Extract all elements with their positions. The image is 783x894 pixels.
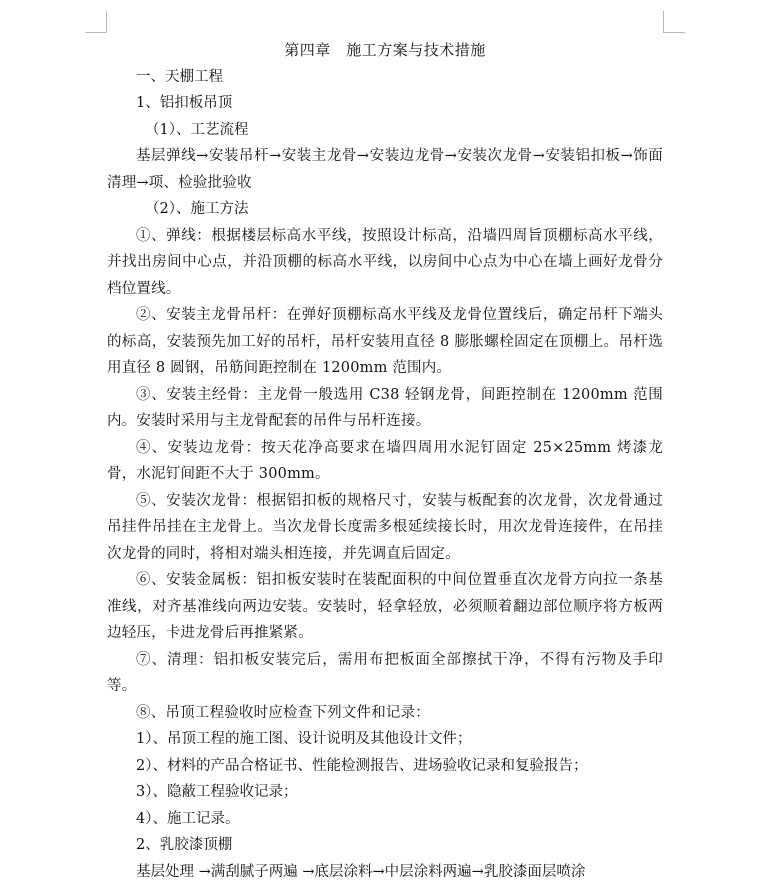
crop-mark-top-left-horizontal	[85, 32, 107, 33]
step-paragraph: ⑤、安装次龙骨：根据铝扣板的规格尺寸，安装与板配套的次龙骨，次龙骨通过吊挂件吊挂在主龙骨上。当次龙骨长度需多根延续接长时，用次龙骨连接件，在吊挂次龙骨的同时，将相对端头相连接，并先调直后固定。	[107, 492, 663, 562]
item-heading: （1）、工艺流程	[145, 121, 249, 138]
section-heading: 一、天棚工程	[136, 68, 223, 85]
record-item: 3）、隐蔽工程验收记录；	[136, 784, 298, 800]
step-paragraph: ④、安装边龙骨：按天花净高要求在墙四周用水泥钉固定 25×25mm 烤漆龙骨，水泥钉间距不大于 300mm。	[107, 439, 663, 482]
process-flow-paragraph: 基层弹线→安装吊杆→安装主龙骨→安装边龙骨→安装次龙骨→安装铝扣板→饰面清理→项、检验批验收	[107, 148, 663, 191]
step-paragraph: ⑦、清理：铝扣板安装完后，需用布把板面全部擦拭干净，不得有污物及手印等。	[107, 651, 663, 694]
crop-mark-top-right-horizontal	[663, 32, 685, 33]
item-heading: （2）、施工方法	[145, 201, 249, 217]
step-paragraph: ⑧、吊顶工程验收时应检查下列文件和记录：	[136, 704, 430, 721]
crop-mark-top-left-vertical	[106, 11, 107, 33]
process-flow-line: 基层处理 →满刮腻子两遍 →底层涂料→中层涂料两遍→乳胶漆面层喷涂	[136, 863, 586, 880]
record-item: 4）、施工记录。	[136, 810, 240, 827]
chapter-title: 第四章 施工方案与技术措施	[284, 41, 486, 59]
crop-mark-top-right-vertical	[663, 11, 664, 33]
document-body	[107, 37, 663, 885]
step-paragraph: ⑥、安装金属板：铝扣板安装时在装配面积的中间位置垂直次龙骨方向拉一条基准线，对齐基准线向两边安装。安装时，轻拿轻放，必须顺着翻边部位顺序将方板两边轻压，卡进龙骨后再推紧紧。	[107, 572, 663, 641]
subsection-heading: 2、乳胶漆顶棚	[136, 837, 233, 853]
subsection-heading: 1、铝扣板吊顶	[136, 95, 233, 111]
step-paragraph: ②、安装主龙骨吊杆：在弹好顶棚标高水平线及龙骨位置线后，确定吊杆下端头的标高，安装预先加工好的吊杆，吊杆安装用直径 8 膨胀螺栓固定在顶棚上。吊杆选用直径 8 圆钢，吊筋间距控制在 1200mm 范围内。	[107, 307, 663, 376]
step-paragraph: ①、弹线：根据楼层标高水平线，按照设计标高，沿墙四周旨顶棚标高水平线，并找出房间中心点，并沿顶棚的标高水平线，以房间中心点为中心在墙上画好龙骨分档位置线。	[107, 227, 663, 297]
step-paragraph: ③、安装主经骨：主龙骨一般选用 C38 轻钢龙骨，间距控制在 1200mm 范围内。安装时采用与主龙骨配套的吊件与吊杆连接。	[107, 386, 663, 429]
record-item: 1）、吊顶工程的施工图、设计说明及其他设计文件；	[136, 731, 472, 747]
record-item: 2）、材料的产品合格证书、性能检测报告、进场验收记录和复验报告；	[136, 757, 588, 774]
